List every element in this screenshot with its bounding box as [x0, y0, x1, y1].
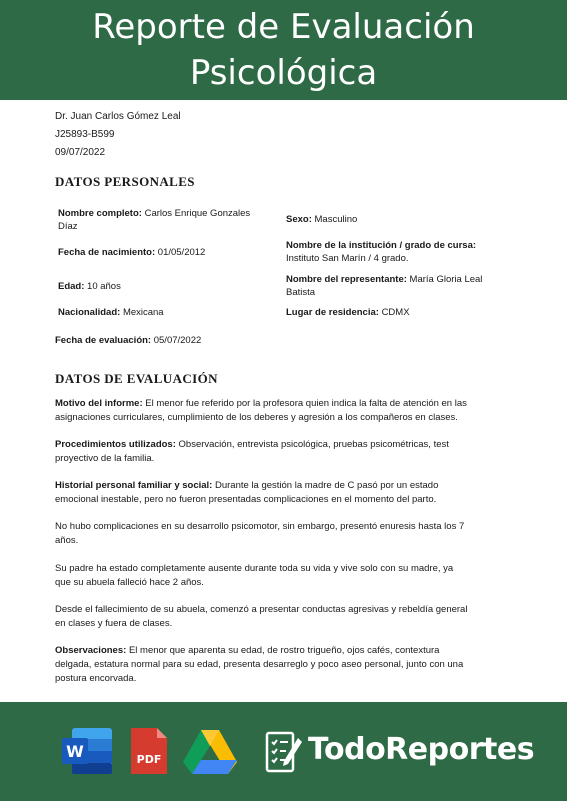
field-evaluacion	[55, 334, 201, 347]
title-line-1: Reporte de Evaluación	[92, 7, 475, 47]
field-representante	[286, 273, 516, 299]
abuela-line-2: en clases y fuera de clases.	[55, 618, 173, 629]
residencia-label: Lugar de residencia:	[286, 307, 379, 318]
observaciones-line-1: El menor que aparenta su edad, de rostro trigueño, ojos cafés, contextura	[128, 645, 440, 656]
nacionalidad-value: Mexicana	[122, 307, 164, 318]
paragraph-desarrollo	[55, 520, 515, 548]
field-nacionalidad	[58, 306, 164, 319]
document-date: 09/07/2022	[55, 147, 106, 158]
paragraph-motivo	[55, 397, 515, 425]
evaluacion-value: 05/07/2022	[153, 335, 202, 346]
nombre-value: Carlos Enrique Gonzales	[144, 208, 251, 219]
section-title-evaluation: DATOS DE EVALUACIÓN	[55, 371, 218, 386]
paragraph-padre	[55, 562, 515, 590]
motivo-line-2: asignaciones curriculares, cumplimiento de los deberes y agresión a los compañeros en clases.	[55, 412, 458, 423]
padre-line-2: que su abuela falleció hace 2 años.	[55, 577, 204, 588]
footer-bar	[0, 702, 567, 801]
representante-label: Nombre del representante:	[286, 274, 407, 285]
nacimiento-value: 01/05/2012	[157, 247, 206, 258]
field-sexo	[286, 213, 357, 226]
word-icon[interactable]	[60, 726, 114, 776]
section-title-personal: DATOS PERSONALES	[55, 174, 195, 189]
motivo-line-1: El menor fue referido por la profesora quien indica la falta de atención en las	[145, 398, 467, 409]
word-letter: W	[66, 742, 84, 761]
motivo-label: Motivo del informe:	[55, 398, 143, 409]
representante-value: María Gloria Leal	[409, 274, 483, 285]
field-nombre	[58, 207, 278, 233]
page-header	[0, 0, 567, 100]
title-line-2: Psicológica	[189, 53, 378, 93]
field-institucion	[286, 239, 516, 265]
procedimientos-line-1: Observación, entrevista psicológica, pruebas psicométricas, test	[178, 439, 449, 450]
nombre-value-2: Díaz	[58, 221, 78, 232]
report-pen-icon	[264, 730, 304, 776]
nacimiento-label: Fecha de nacimiento:	[58, 247, 156, 258]
paragraph-abuela	[55, 603, 515, 631]
historial-line-2: emocional inestable, pero no fueron presentadas complicaciones en el momento del parto.	[55, 494, 437, 505]
sexo-value: Masculino	[314, 214, 358, 225]
document-meta	[55, 108, 181, 162]
document-code: J25893-B599	[55, 129, 115, 140]
historial-label: Historial personal familiar y social:	[55, 480, 213, 491]
edad-label: Edad:	[58, 281, 85, 292]
author: Dr. Juan Carlos Gómez Leal	[55, 111, 181, 122]
procedimientos-line-2: proyectivo de la familia.	[55, 453, 155, 464]
historial-line-1: Durante la gestión la madre de C pasó por un estado	[214, 480, 439, 491]
representante-value-2: Batista	[286, 287, 316, 298]
edad-value: 10 años	[87, 281, 121, 292]
residencia-value: CDMX	[381, 307, 410, 318]
institucion-value: Instituto San Marín / 4 grado.	[286, 253, 409, 264]
desarrollo-line-2: años.	[55, 535, 79, 546]
field-nacimiento	[58, 246, 205, 259]
paragraph-procedimientos	[55, 438, 515, 466]
pdf-label: PDF	[136, 753, 162, 766]
desarrollo-line-1: No hubo complicaciones en su desarrollo psicomotor, sin embargo, presentó enuresis hasta los 7	[55, 521, 465, 532]
procedimientos-label: Procedimientos utilizados:	[55, 439, 176, 450]
field-residencia	[286, 306, 410, 319]
observaciones-line-2: delgada, estatura normal para su edad, presenta desarreglo y poco aseo personal, junto con una	[55, 659, 464, 670]
brand-logo-text: TodoReportes	[308, 732, 535, 767]
paragraph-observaciones	[55, 644, 515, 686]
sexo-label: Sexo:	[286, 214, 312, 225]
evaluacion-label: Fecha de evaluación:	[55, 335, 152, 346]
institucion-label: Nombre de la institución / grado de cursa:	[286, 240, 477, 251]
nacionalidad-label: Nacionalidad:	[58, 307, 121, 318]
abuela-line-1: Desde el fallecimiento de su abuela, comenzó a presentar conductas agresivas y rebeldía general	[55, 604, 468, 615]
observaciones-label: Observaciones:	[55, 645, 127, 656]
padre-line-1: Su padre ha estado completamente ausente durante toda su vida y vive solo con su madre, ya	[55, 563, 454, 574]
pdf-icon[interactable]	[129, 726, 169, 776]
google-drive-icon[interactable]	[182, 728, 238, 776]
field-edad	[58, 280, 121, 293]
paragraph-historial	[55, 479, 515, 507]
observaciones-line-3: postura encorvada.	[55, 673, 137, 684]
nombre-label: Nombre completo:	[58, 208, 142, 219]
